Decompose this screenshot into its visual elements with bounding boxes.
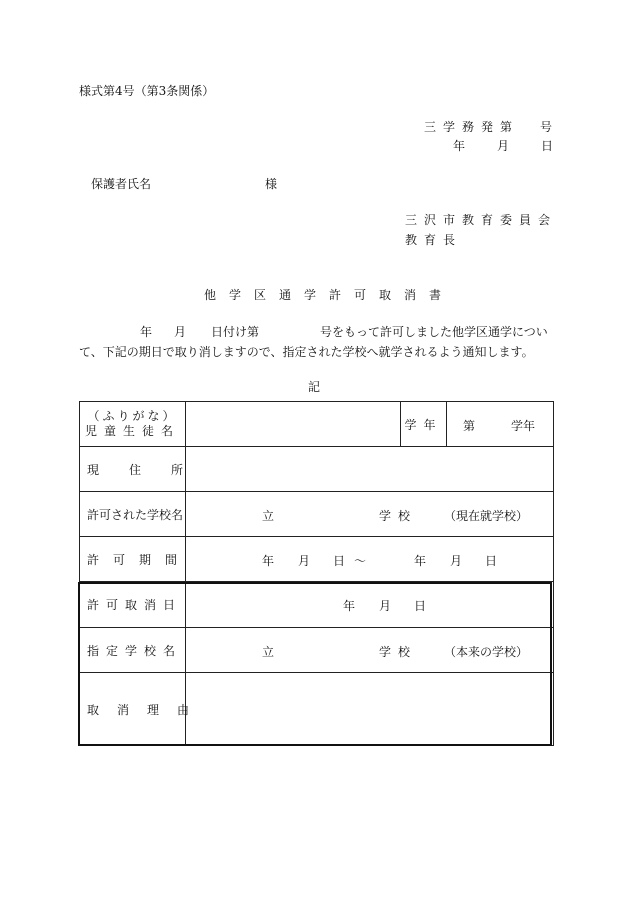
body-month: 月: [174, 325, 187, 339]
address-label: 現住所: [80, 447, 186, 492]
permit-period-label: 許可期間: [80, 537, 186, 582]
period-day-1: 日: [333, 554, 346, 568]
issue-month-label: 月: [497, 139, 510, 153]
period-year-2: 年: [414, 554, 427, 568]
document-title: 他学区通学許可取消書: [204, 288, 455, 302]
revocation-month: 月: [379, 599, 392, 613]
permit-period-field[interactable]: [186, 537, 554, 582]
revocation-reason-field[interactable]: [186, 673, 554, 746]
body-date-suffix: 日付け第: [211, 325, 260, 339]
table-row-permitted-school: [80, 492, 554, 537]
details-table: [79, 401, 554, 746]
table-row-student-name: [80, 402, 554, 447]
student-name-label: 児童生徒名: [84, 424, 180, 438]
issuer-title: 教育長: [405, 233, 463, 247]
table-row-designated-school: [80, 628, 554, 673]
grade-field[interactable]: [447, 402, 554, 447]
designated-school-label: 指定学校名: [80, 628, 186, 673]
table-row-revocation-reason: [80, 673, 554, 746]
body-year: 年: [140, 325, 153, 339]
issue-year-label: 年: [453, 139, 466, 153]
table-row-address: [80, 447, 554, 492]
body-line2: て、下記の期日で取り消しますので、指定された学校へ就学されるよう通知します。: [79, 345, 534, 359]
address-field[interactable]: [186, 447, 554, 492]
table-row-revocation-date: [80, 582, 554, 628]
student-name-label-cell: [80, 402, 186, 447]
document-number-suffix: 号: [540, 120, 553, 134]
ki-label: 記: [308, 380, 321, 394]
table-row-permit-period: [80, 537, 554, 582]
permitted-school-note: （現在就学校）: [444, 509, 529, 523]
issuer-organization: 三沢市教育委員会: [405, 213, 558, 227]
issue-day-label: 日: [541, 139, 554, 153]
guardian-name-label: 保護者氏名: [91, 177, 152, 191]
period-day-2: 日: [485, 554, 498, 568]
permitted-school-field[interactable]: [186, 492, 554, 537]
furigana-label: （ふりがな）: [87, 409, 178, 423]
period-month-2: 月: [450, 554, 463, 568]
permitted-school-gakko: 学校: [379, 509, 418, 523]
period-year-1: 年: [262, 554, 275, 568]
period-tilde: ～: [354, 554, 367, 568]
revocation-reason-label: 取消理由: [80, 673, 186, 746]
grade-prefix: 第: [463, 419, 476, 433]
period-month-1: 月: [298, 554, 311, 568]
revocation-day: 日: [414, 599, 427, 613]
revocation-date-field[interactable]: [186, 582, 554, 628]
designated-school-ritsu: 立: [262, 645, 275, 659]
designated-school-note: （本来の学校）: [444, 645, 529, 659]
permitted-school-ritsu: 立: [262, 509, 275, 523]
body-line1-rest: 号をもって許可しました他学区通学につい: [320, 325, 548, 339]
designated-school-gakko: 学校: [379, 645, 418, 659]
form-number: 様式第4号（第3条関係）: [79, 84, 215, 98]
revocation-date-label: 許可取消日: [80, 582, 186, 628]
honorific-sama: 様: [265, 177, 278, 191]
grade-suffix: 学年: [511, 419, 536, 433]
grade-label: 学年: [401, 402, 447, 447]
permitted-school-label: 許可された学校名: [80, 492, 186, 537]
student-name-field[interactable]: [186, 402, 401, 447]
document-number-prefix: 三学務発第: [424, 120, 520, 134]
designated-school-field[interactable]: [186, 628, 554, 673]
revocation-year: 年: [343, 599, 356, 613]
